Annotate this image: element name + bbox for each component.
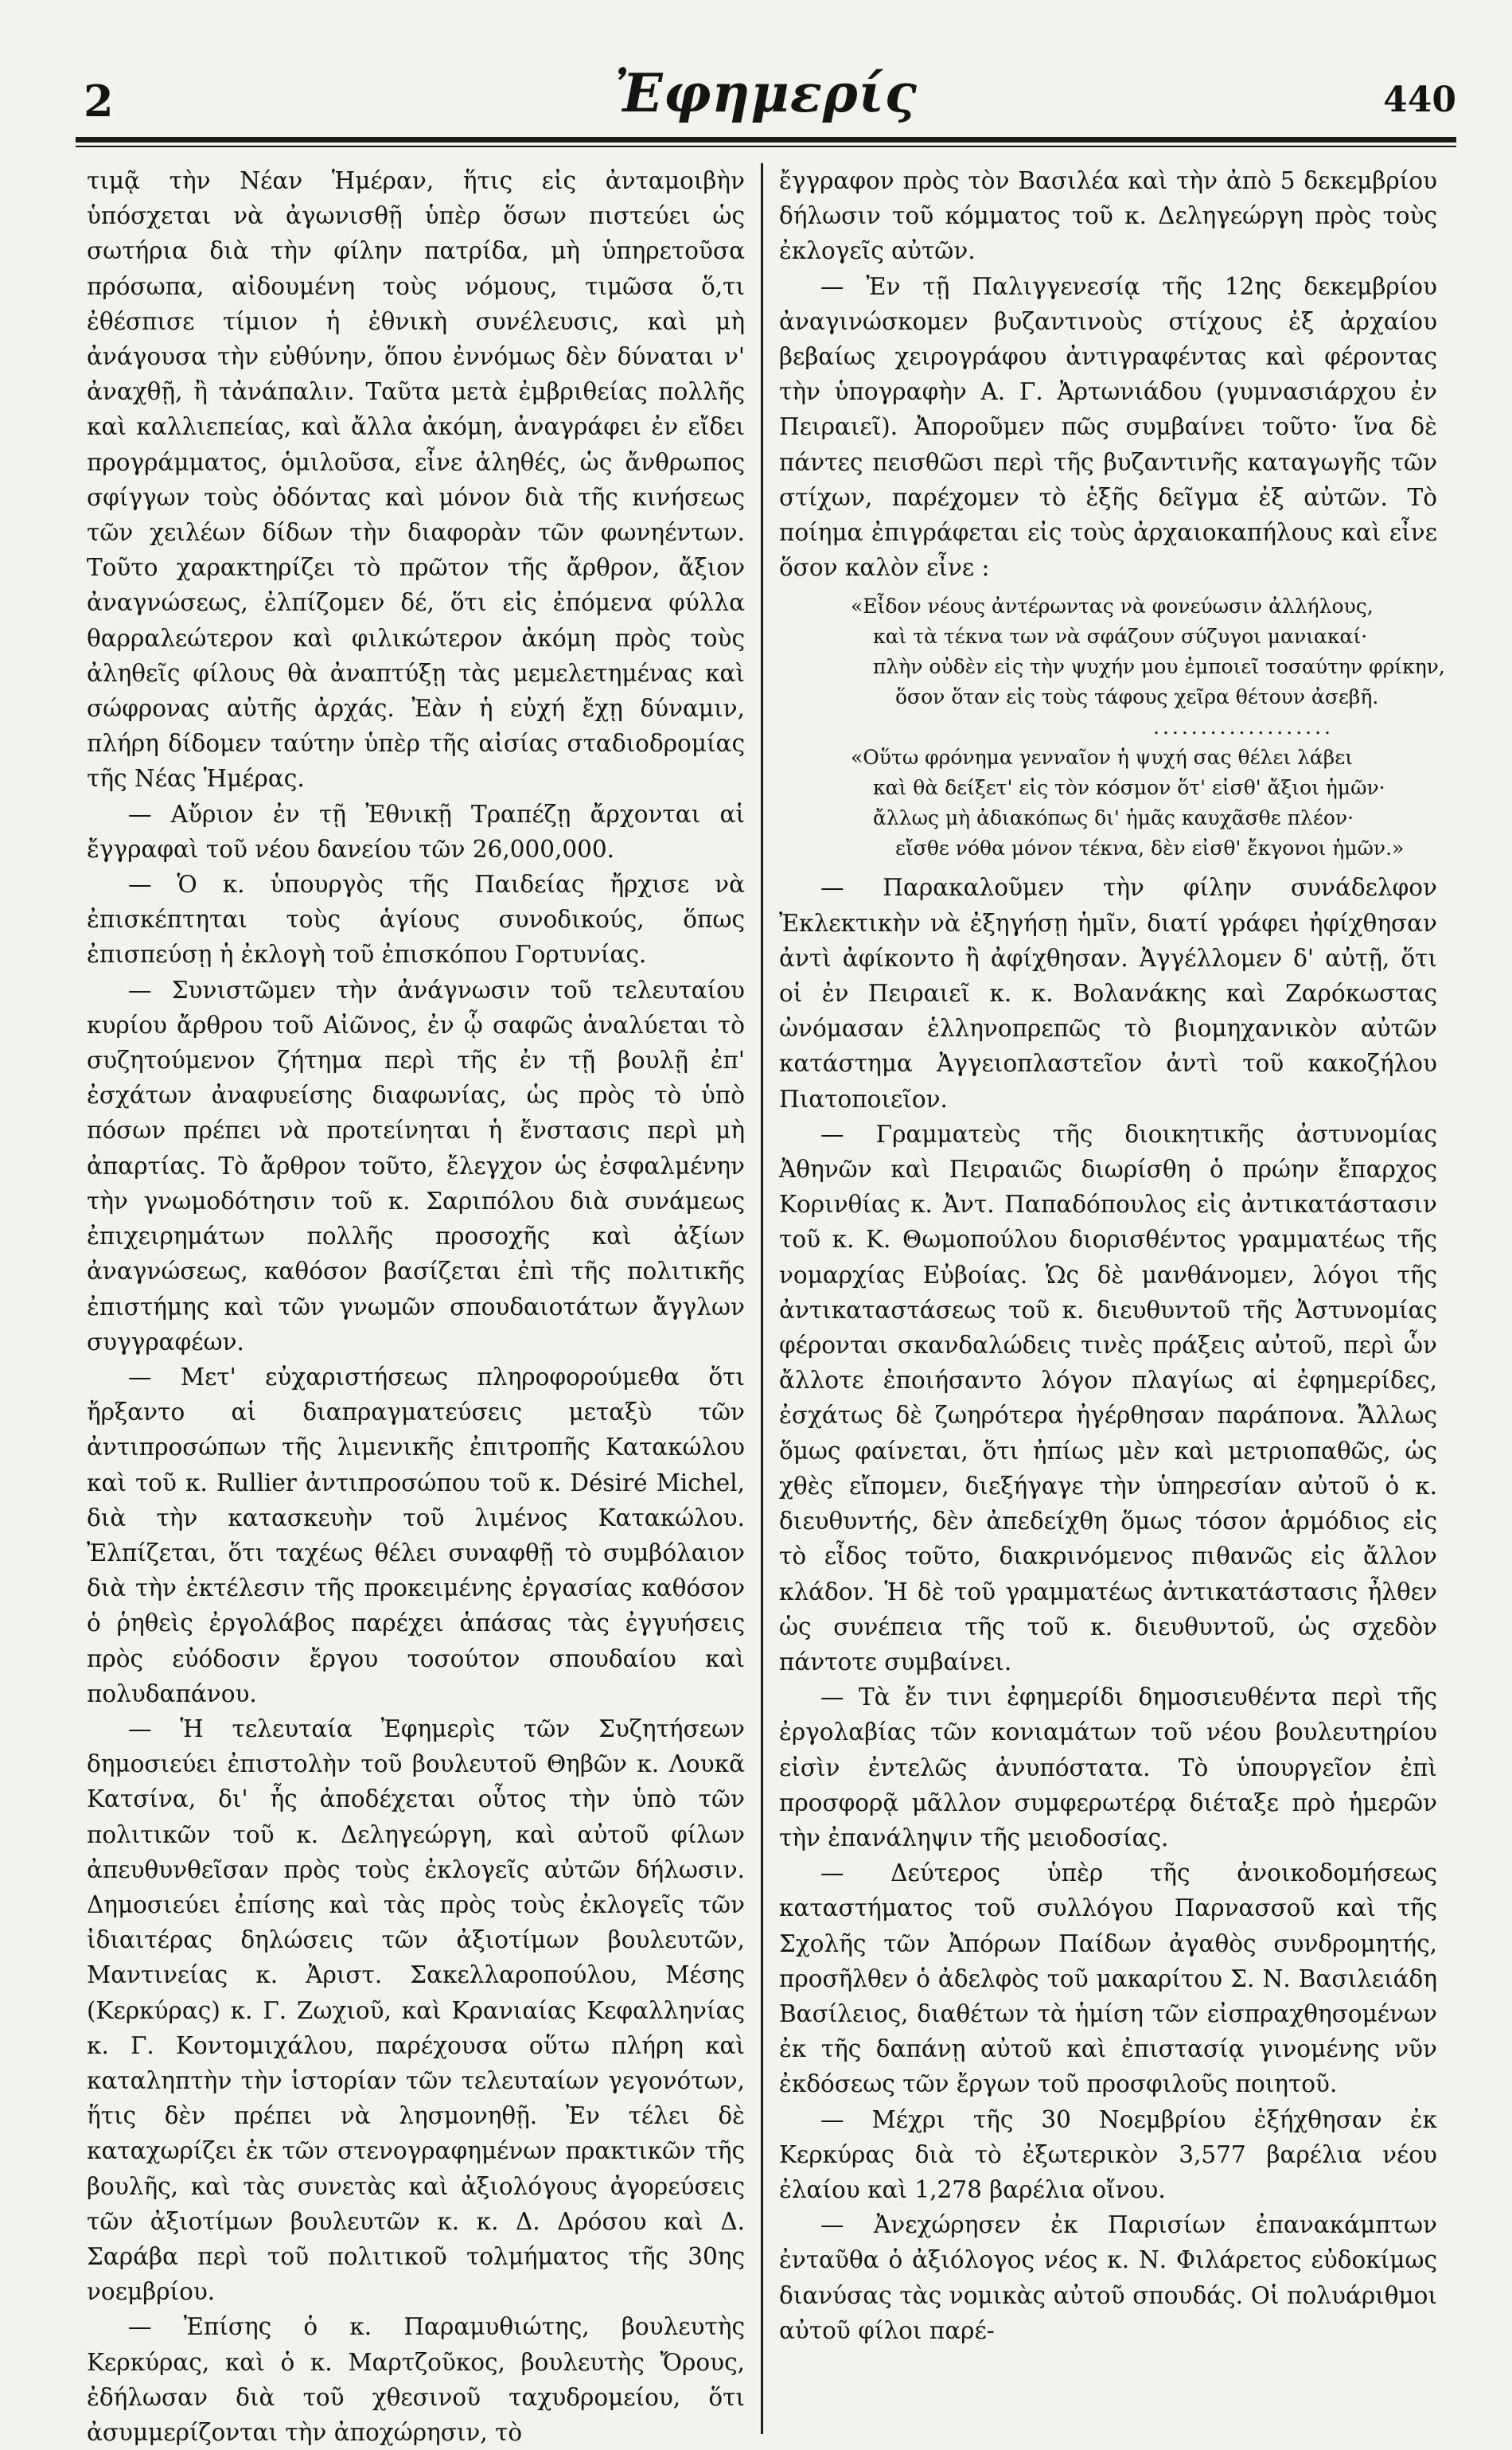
article-paragraph: — Ὁ κ. ὑπουργὸς τῆς Παιδείας ἤρχισε νὰ ἐπισκέπτηται τοὺς ἁγίους συνοδικούς, ὅπως ἐπισπεύσῃ ἡ ἐκλογὴ τοῦ ἐπισκόπου Γορτυνίας. <box>87 871 745 969</box>
masthead <box>76 0 1456 143</box>
article-paragraph: τιμᾷ τὴν Νέαν Ἡμέραν, ἥτις εἰς ἀνταμοιβὴν ὑπόσχεται νὰ ἀγωνισθῇ ὑπὲρ ὅσων πιστεύει ὡς σωτήρια διὰ τὴν φίλην πατρίδα, μὴ ὑπηρετοῦσα πρόσωπα, αἰδουμένη τοὺς νόμους, τιμῶσα ὅ,τι ἐθέσπισε τίμιον ἡ ἐθνικὴ συνέλευσις, καὶ μὴ ἀνάγουσα τὴν εὐθύνην, ὅπου ἐννόμως δὲν δύναται ν' ἀναχθῇ, ἢ τἀνάπαλιν. Ταῦτα μετὰ ἐμβριθείας πολλῆς καὶ καλλιεπείας, καὶ ἄλλα ἀκόμη, ἀναγράφει ἐν εἴδει προγράμματος, ὁμιλοῦσα, εἶνε ἀληθές, ὡς ἄνθρωπος σφίγγων τοὺς ὀδόντας καὶ μόνον διὰ τῆς κινήσεως τῶν χειλέων δίδων τὴν διαφορὰν τῶν φωνηέντων. Τοῦτο χαρακτηρίζει τὸ πρῶτον τῆς ἄρθρον, ἄξιον ἀναγνώσεως, ἐλπίζομεν δέ, ὅτι εἰς ἐπόμενα φύλλα θαρραλεώτερον καὶ φιλικώτερον ἀκόμη πρὸς τοὺς ἀληθεῖς φίλους θὰ ἀναπτύξῃ τὰς μεμελετημένας καὶ σώφρονας αὐτῆς ἀρχάς. Ἐὰν ἡ εὐχή ἔχῃ δύναμιν, πλήρη δίδομεν ταύτην ὑπὲρ τῆς αἰσίας σταδιοδρομίας τῆς Νέας Ἡμέρας. <box>87 167 745 793</box>
poem-ellipsis: ................... <box>1153 716 1334 739</box>
article-paragraph: — Τὰ ἔν τινι ἐφημερίδι δημοσιευθέντα περὶ τῆς ἐργολαβίας τῶν κονιαμάτων τοῦ νέου βουλευτηρίου εἰσὶν ἐντελῶς ἀνυπόστατα. Τὸ ὑπουργεῖον ἐπὶ προσφορᾷ μᾶλλον συμφερωτέρᾳ διέταξε πρὸ ἡμερῶν τὴν ἐπανάληψιν τῆς μειοδοσίας. <box>779 1683 1437 1851</box>
header-rule-thick <box>76 137 1456 142</box>
poem-line: πλὴν οὐδὲν εἰς τὴν ψυχήν μου ἐμποιεῖ τοσαύτην φρίκην, <box>873 655 1445 679</box>
article-paragraph: — Αὔριον ἐν τῇ Ἐθνικῇ Τραπέζῃ ἄρχονται αἱ ἔγγραφαὶ τοῦ νέου δανείου τῶν 26,000,000. <box>87 800 745 863</box>
article-paragraph: — Ἐν τῇ Παλιγγενεσίᾳ τῆς 12ης δεκεμβρίου ἀναγινώσκομεν βυζαντινοὺς στίχους ἐξ ἀρχαίου βεβαίως χειρογράφου ἀντιγραφέντας καὶ φέροντας τὴν ὑπογραφὴν Α. Γ. Ἀρτωνιάδου (γυμνασιάρχου ἐν Πειραιεῖ). Ἀποροῦμεν πῶς συμβαίνει τοῦτο· ἵνα δὲ πάντες πεισθῶσι περὶ τῆς βυζαντινῆς καταγωγῆς τῶν στίχων, παρέχομεν τὸ ἑξῆς δεῖγμα ἐξ αὐτῶν. Τὸ ποίημα ἐπιγράφεται εἰς τοὺς ἀρχαιοκαπήλους καὶ εἶνε ὅσον καλὸν εἶνε : <box>779 272 1437 582</box>
page-number: 2 <box>84 76 114 127</box>
header-rule-thin <box>76 146 1456 147</box>
poem-line: καὶ τὰ τέκνα των νὰ σφάζουν σύζυγοι μανιακαί· <box>873 625 1368 649</box>
article-columns <box>76 163 1456 2446</box>
article-paragraph: ἔγγραφον πρὸς τὸν Βασιλέα καὶ τὴν ἀπὸ 5 δεκεμβρίου δήλωσιν τοῦ κόμματος τοῦ κ. Δεληγεώργη πρὸς τοὺς ἐκλογεῖς αὐτῶν. <box>779 167 1437 265</box>
article-paragraph: — Ἐπίσης ὁ κ. Παραμυθιώτης, βουλευτὴς Κερκύρας, καὶ ὁ κ. Μαρτζοῦκος, βουλευτὴς Ὄρους, ἐδήλωσαν διὰ τοῦ χθεσινοῦ ταχυδρομείου, ὅτι ἀσυμμερίζονται τὴν ἀποχώρησιν, τὸ <box>87 2313 745 2446</box>
poem-line: «Εἶδον νέους ἀντέρωντας νὰ φονεύωσιν ἀλλήλους, <box>851 595 1374 618</box>
article-paragraph: — Συνιστῶμεν τὴν ἀνάγνωσιν τοῦ τελευταίου κυρίου ἄρθρου τοῦ Αἰῶνος, ἐν ᾧ σαφῶς ἀναλύεται τὸ συζητούμενον ζήτημα περὶ τῆς ἐν τῇ βουλῇ ἐπ' ἐσχάτων ἀναφυείσης διαφωνίας, ὡς πρὸς τὸ ὑπὸ πόσων πρέπει νὰ προτείνηται ἡ ἔνστασις περὶ μὴ ἀπαρτίας. Τὸ ἄρθρον τοῦτο, ἔλεγχον ὡς ἐσφαλμένην τὴν γνωμοδότησιν τοῦ κ. Σαριπόλου διὰ συνάμεως ἐπιχειρημάτων πολλῆς προσοχῆς καὶ ἀξίων ἀναγνώσεως, καθόσον βασίζεται ἐπὶ τῆς πολιτικῆς ἐπιστήμης καὶ τῶν γνωμῶν σπουδαιοτάτων ἄγγλων συγγραφέων. <box>87 976 745 1356</box>
newspaper-title: Ἐφημερίς <box>614 62 918 124</box>
article-paragraph: — Ἡ τελευταία Ἐφημερὶς τῶν Συζητήσεων δημοσιεύει ἐπιστολὴν τοῦ βουλευτοῦ Θηβῶν κ. Λουκᾶ Κατσίνα, δι' ἧς ἀποδέχεται οὗτος τὴν ὑπὸ τῶν πολιτικῶν τοῦ κ. Δεληγεώργη, καὶ αὐτοῦ φίλων ἀπευθυνθεῖσαν πρὸς τοὺς ἐκλογεῖς αὐτῶν δήλωσιν. Δημοσιεύει ἐπίσης καὶ τὰς πρὸς τοὺς ἐκλογεῖς τῶν ἰδιαιτέρας δηλώσεις τῶν ἀξιοτίμων βουλευτῶν, Μαντινείας κ. Ἀριστ. Σακελλαροπούλου, Μέσης (Κερκύρας) κ. Γ. Ζωχιοῦ, καὶ Κρανιαίας Κεφαλληνίας κ. Γ. Κοντομιχάλου, παρέχουσα οὕτω πλήρη καὶ καταληπτὴν τὴν ἱστορίαν τῶν τελευταίων γεγονότων, ἥτις δὲν πρέπει νὰ λησμονηθῇ. Ἐν τέλει δὲ καταχωρίζει ἐκ τῶν στενογραφημένων πρακτικῶν τῆς βουλῆς, καὶ τὰς συνετὰς καὶ ἀξιολόγους ἀγορεύσεις τῶν ἀξιοτίμων βουλευτῶν κ. κ. Δ. Δρόσου καὶ Δ. Σαράβα περὶ τοῦ πολιτικοῦ τολμήματος τῆς 30ης νοεμβρίου. <box>87 1715 745 2306</box>
article-paragraph: — Μέχρι τῆς 30 Νοεμβρίου ἐξήχθησαν ἐκ Κερκύρας διὰ τὸ ἐξωτερικὸν 3,577 βαρέλια νέου ἐλαίου καὶ 1,278 βαρέλια οἴνου. <box>779 2105 1437 2203</box>
right-column <box>768 163 1448 2434</box>
article-paragraph: — Παρακαλοῦμεν τὴν φίλην συνάδελφον Ἐκλεκτικὴν νὰ ἐξηγήσῃ ἡμῖν, διατί γράφει ἠφίχθησαν ἀντὶ ἀφίκοντο ἢ ἀφίχθησαν. Ἀγγέλλομεν δ' αὐτῇ, ὅτι οἱ ἐν Πειραιεῖ κ. κ. Βολανάκης καὶ Ζαρόκωστας ὠνόμασαν ἑλληνοπρεπῶς τὸ βιομηχανικὸν αὐτῶν κατάστημα Ἀγγειοπλαστεῖον ἀντὶ τοῦ κακοζήλου Πιατοποιεῖον. <box>779 874 1437 1113</box>
poem-line: καὶ θὰ δείξετ' εἰς τὸν κόσμον ὅτ' εἰσθ' ἄξιοι ἡμῶν· <box>873 776 1385 800</box>
issue-number: 440 <box>1383 80 1456 120</box>
left-column <box>76 163 756 2446</box>
poem-line: ὅσον ὅταν εἰς τοὺς τάφους χεῖρα θέτουν ἀσεβῆ. <box>895 685 1379 709</box>
column-divider <box>761 163 763 2434</box>
poem-line: ἄλλως μὴ ἀδιακόπως δι' ἡμᾶς καυχᾶσθε πλέον· <box>873 806 1354 830</box>
poem-line: «Οὕτω φρόνημα γενναῖον ἡ ψυχή σας θέλει λάβει <box>851 746 1354 770</box>
poem-excerpt <box>851 591 1445 864</box>
article-paragraph: — Μετ' εὐχαριστήσεως πληροφορούμεθα ὅτι ἤρξαντο αἱ διαπραγματεύσεις μεταξὺ τῶν ἀντιπροσώπων τῆς λιμενικῆς ἐπιτροπῆς Κατακώλου καὶ τοῦ κ. Rullier ἀντιπροσώπου τοῦ κ. Désiré Michel, διὰ τὴν κατασκευὴν τοῦ λιμένος Κατακώλου. Ἐλπίζεται, ὅτι ταχέως θέλει συναφθῇ τὸ συμβόλαιον διὰ τὴν ἐκτέλεσιν τῆς προκειμένης ἐργασίας καθόσον ὁ ῥηθεὶς ἐργολάβος παρέχει ἁπάσας τὰς ἐγγυήσεις πρὸς εὐόδοσιν ἔργου τοσούτον σπουδαίου καὶ πολυδαπάνου. <box>87 1363 745 1707</box>
article-paragraph: — Γραμματεὺς τῆς διοικητικῆς ἀστυνομίας Ἀθηνῶν καὶ Πειραιῶς διωρίσθη ὁ πρώην ἔπαρχος Κορινθίας κ. Ἀντ. Παπαδόπουλος εἰς ἀντικατάστασιν τοῦ κ. Κ. Θωμοπούλου διορισθέντος γραμματέως τῆς νομαρχίας Εὐβοίας. Ὡς δὲ μανθάνομεν, λόγοι τῆς ἀντικαταστάσεως τοῦ κ. διευθυντοῦ τῆς Ἀστυνομίας φέρονται σκανδαλώδεις τινὲς πράξεις αὐτοῦ, περὶ ὧν ἄλλοτε ἐποιήσαντο λόγον πλαγίως αἱ ἐφημερίδες, ἐσχάτως δὲ ζωηρότερα ἠγέρθησαν παράπονα. Ἄλλως ὅμως φαίνεται, ὅτι ἠπίως μὲν καὶ μετριοπαθῶς, ὡς χθὲς εἴπομεν, διεξήγαγε τὴν ὑπηρεσίαν αὐτοῦ ὁ κ. διευθυντής, δὲν ἀπεδείχθη ὅμως τόσον ἁρμόδιος εἰς τὸ εἶδος τοῦτο, διακρινόμενος πιθανῶς εἰς ἄλλον κλάδον. Ἡ δὲ τοῦ γραμματέως ἀντικατάστασις ἦλθεν ὡς συνέπεια τῆς τοῦ κ. διευθυντοῦ, ὡς σχεδὸν πάντοτε συμβαίνει. <box>779 1120 1437 1676</box>
poem-line: εἴσθε νόθα μόνον τέκνα, δὲν εἰσθ' ἔκγονοι ἡμῶν.» <box>895 837 1405 860</box>
article-paragraph: — Δεύτερος ὑπὲρ τῆς ἀνοικοδομήσεως καταστήματος τοῦ συλλόγου Παρνασσοῦ καὶ τῆς Σχολῆς τῶν Ἀπόρων Παίδων ἀγαθὸς συνδρομητής, προσῆλθεν ὁ ἀδελφὸς τοῦ μακαρίτου Σ. Ν. Βασιλειάδη Βασίλειος, διαθέτων τὰ ἡμίση τῶν εἰσπραχθησομένων ἐκ τῆς δαπάνῃ αὐτοῦ καὶ ἐπιστασίᾳ γινομένης νῦν ἐκδόσεως τῶν ἔργων τοῦ προσφιλοῦς ποιητοῦ. <box>779 1859 1437 2098</box>
article-paragraph: — Ἀνεχώρησεν ἐκ Παρισίων ἐπανακάμπτων ἐνταῦθα ὁ ἀξιόλογος νέος κ. Ν. Φιλάρετος εὐδοκίμως διανύσας τὰς νομικὰς αὐτοῦ σπουδάς. Οἱ πολυάριθμοι αὐτοῦ φίλοι παρέ- <box>779 2211 1437 2344</box>
